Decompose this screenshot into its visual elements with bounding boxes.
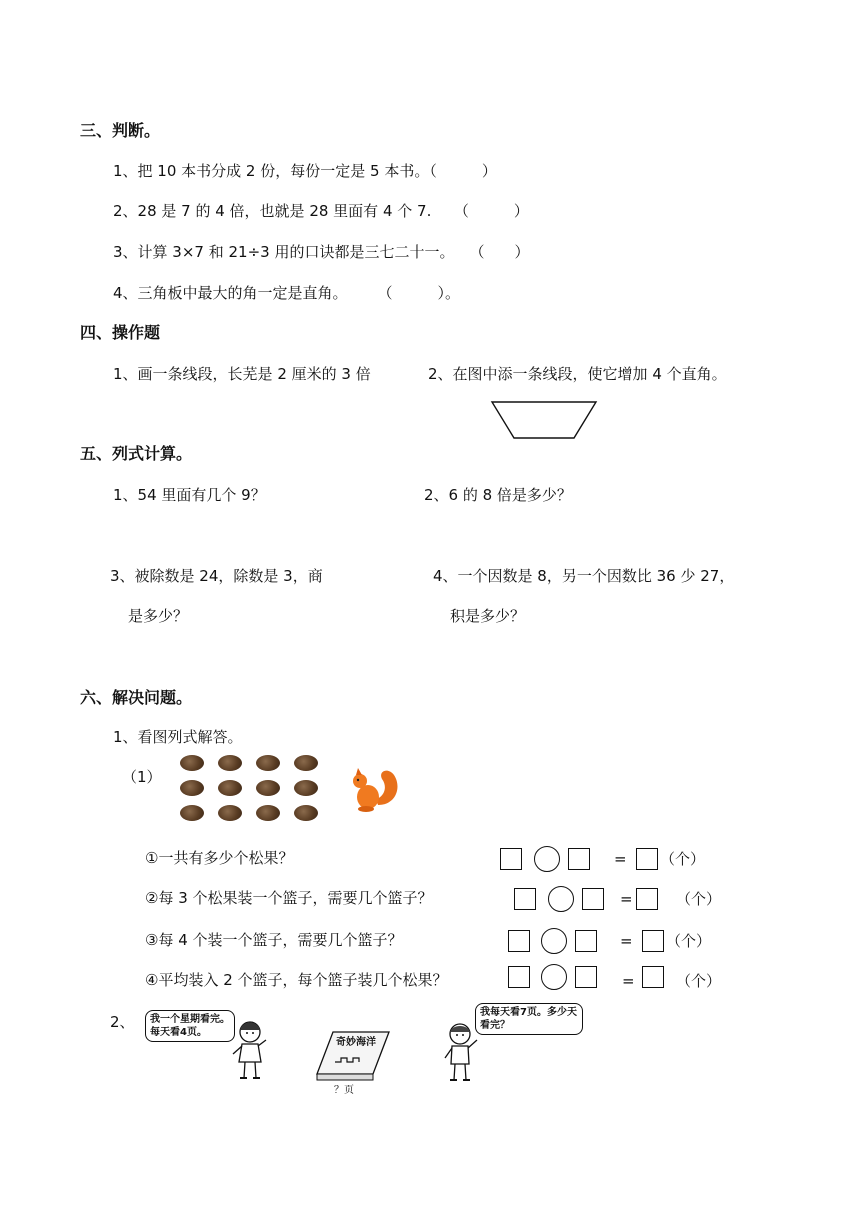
equals-sign: = [620,890,633,908]
speech-bubble-left: 我一个星期看完。每天看4页。 [145,1010,235,1042]
judge-item-1: 1、把 10 本书分成 2 份，每份一定是 5 本书。（ ） [113,162,497,180]
operation-q1: 1、画一条线段，长芜是 2 厘米的 3 倍 [113,365,371,383]
equals-sign: = [622,972,635,990]
operator-circle[interactable] [541,928,567,954]
answer-box[interactable] [508,930,530,952]
equals-sign: = [620,932,633,950]
answer-box[interactable] [568,848,590,870]
question-2: ②每 3 个松果装一个篮子，需要几个篮子？ [145,889,433,907]
part-1-label: （1） [122,768,162,786]
answer-box[interactable] [508,966,530,988]
judge-item-2: 2、28 是 7 的 4 倍，也就是 28 里面有 4 个 7. （ ） [113,202,529,220]
operator-circle[interactable] [548,886,574,912]
section-3-title: 三、判断。 [80,121,161,140]
book-title: 奇妙海洋 [336,1037,376,1048]
judge-item-4: 4、三角板中最大的角一定是直角。 （ ）。 [113,284,461,302]
girl-figure [228,1018,273,1083]
question-1: ①一共有多少个松果？ [145,849,294,867]
section-5-title: 五、列式计算。 [80,444,193,463]
result-box[interactable] [642,930,664,952]
calc-q3-line2: 是多少？ [128,607,189,625]
unit-label: （个） [660,850,706,868]
answer-box[interactable] [514,888,536,910]
section-6-title: 六、解决问题。 [80,688,193,707]
result-box[interactable] [636,848,658,870]
unit-label: （个） [676,972,722,990]
pine-cones-image [180,755,325,825]
calc-q3-line1: 3、被除数是 24，除数是 3，商 [110,567,323,585]
book-pages-label: ？页 [334,1085,354,1096]
equals-sign: = [614,850,627,868]
judge-item-3: 3、计算 3×7 和 21÷3 用的口诀都是三七二十一。 （ ） [113,243,530,261]
squirrel-image [348,765,403,815]
problem-2-label: 2、 [110,1013,135,1031]
operator-circle[interactable] [541,964,567,990]
operator-circle[interactable] [534,846,560,872]
answer-box[interactable] [575,966,597,988]
answer-box[interactable] [500,848,522,870]
speech-bubble-right: 我每天看7页。多少天看完？ [475,1003,583,1035]
result-box[interactable] [642,966,664,988]
answer-box[interactable] [575,930,597,952]
question-4: ④平均装入 2 个篮子，每个篮子装几个松果？ [145,971,448,989]
calc-q2: 2、6 的 8 倍是多少？ [424,486,572,504]
calc-q4-line1: 4、一个因数是 8，另一个因数比 36 少 27， [433,567,735,585]
answer-box[interactable] [582,888,604,910]
trapezoid-figure [490,399,600,441]
question-3: ③每 4 个装一个篮子，需要几个篮子？ [145,931,403,949]
section-4-title: 四、操作题 [80,323,161,342]
problem-1-title: 1、看图列式解答。 [113,728,243,746]
result-box[interactable] [636,888,658,910]
operation-q2: 2、在图中添一条线段，使它增加 4 个直角。 [428,365,727,383]
unit-label: （个） [666,932,712,950]
unit-label: （个） [676,890,722,908]
calc-q1: 1、54 里面有几个 9？ [113,486,266,504]
calc-q4-line2: 积是多少？ [450,607,526,625]
